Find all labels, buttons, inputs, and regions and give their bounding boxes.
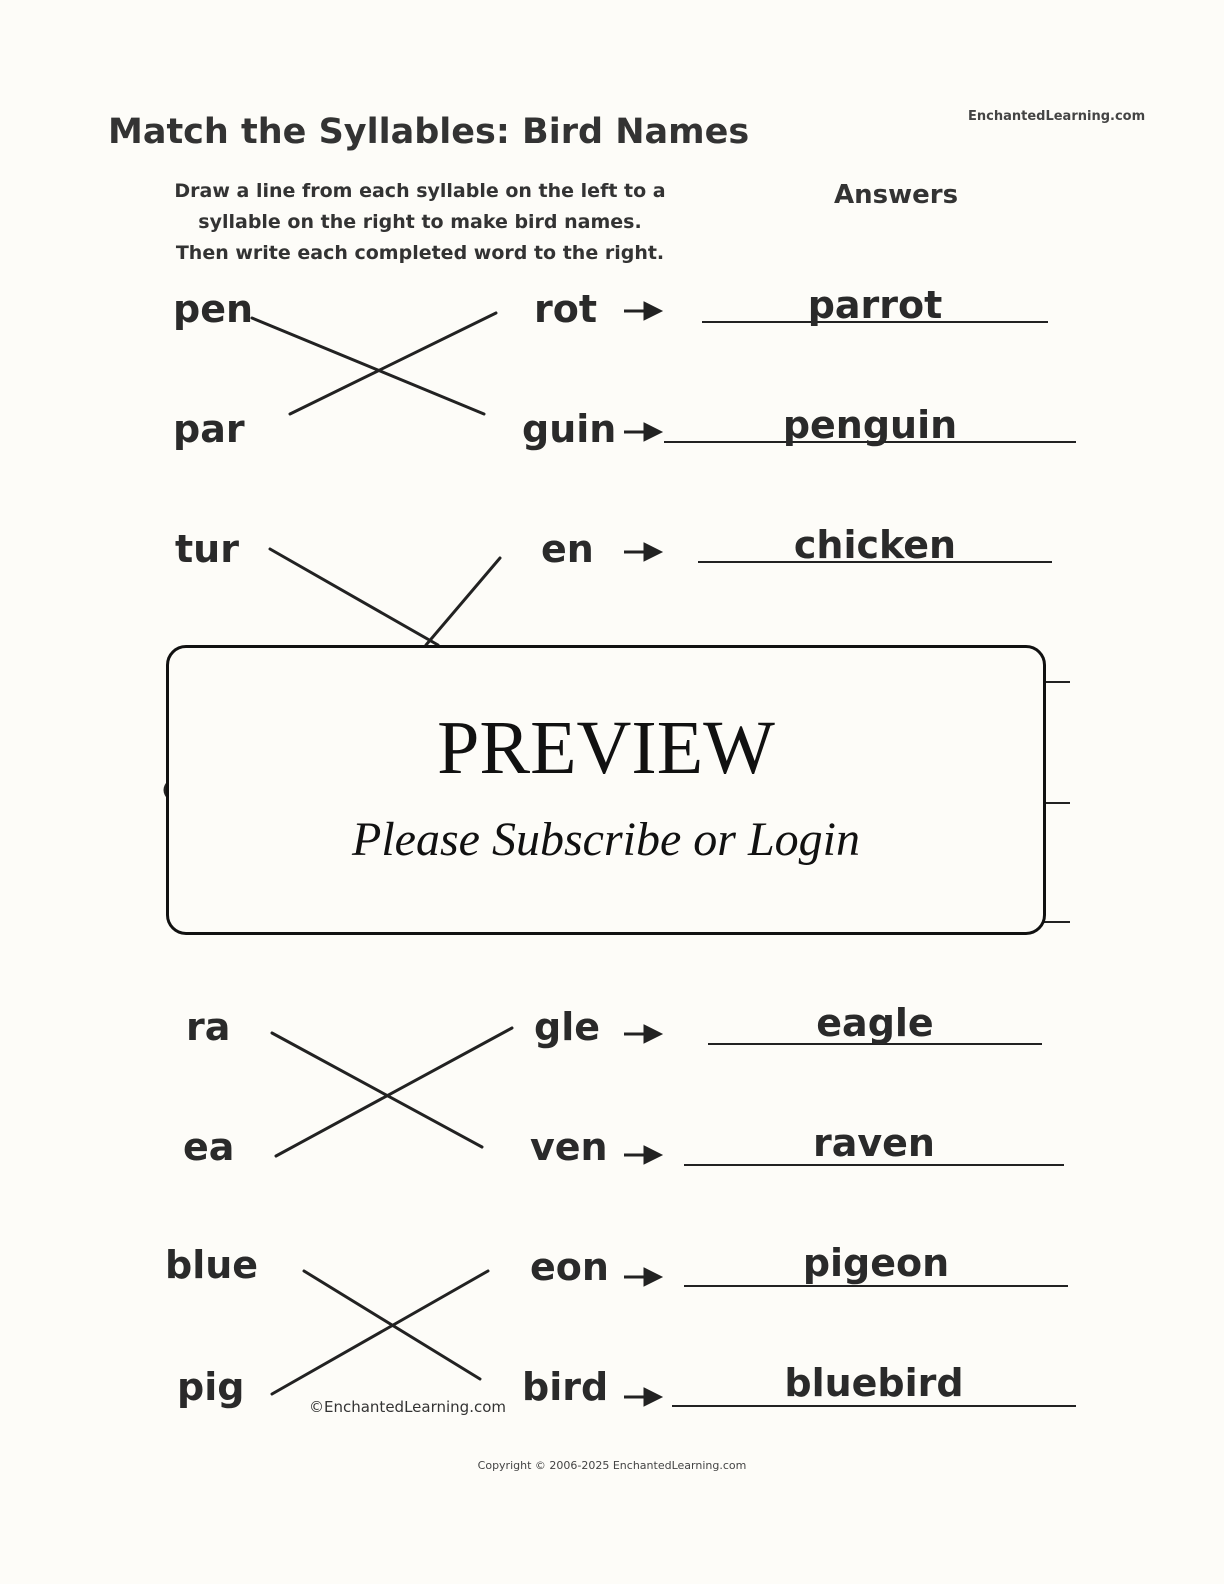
right-syllable: en [541,527,594,571]
match-line [270,549,438,645]
instruction-line: syllable on the right to make bird names. [198,211,642,233]
match-line [272,1271,488,1394]
copyright: Copyright © 2006-2025 EnchantedLearning.com [477,1459,747,1472]
right-syllable: gle [534,1005,600,1049]
watermark: ©EnchantedLearning.com [309,1398,506,1416]
arrow-icon [624,543,662,561]
answer-word: eagle [816,1001,934,1045]
answer-word: parrot [807,283,943,327]
preview-subtitle[interactable]: Please Subscribe or Login [352,813,860,866]
right-syllable: ven [530,1125,608,1169]
arrow-icon [624,302,662,320]
left-syllable: ea [183,1125,235,1169]
left-syllable: tur [175,527,239,571]
arrow-icon [624,1268,662,1286]
arrow-icon [624,1146,662,1164]
left-syllable: blue [165,1243,259,1287]
match-line [426,558,500,645]
instruction-line: Then write each completed word to the right. [175,242,665,264]
right-syllable: eon [530,1245,609,1289]
left-syllable: pig [177,1365,245,1409]
answer-word: penguin [782,403,958,447]
answer-word: pigeon [802,1241,950,1285]
site-link[interactable]: EnchantedLearning.com [968,109,1146,124]
answer-word: raven [813,1121,935,1165]
match-line [272,1033,482,1147]
match-line [290,313,496,414]
match-line [276,1028,512,1156]
arrow-icon [624,1025,662,1043]
answer-word: chicken [793,523,957,567]
right-syllable: bird [522,1365,609,1409]
arrow-icon [624,1388,662,1406]
answer-word: bluebird [784,1361,964,1405]
right-syllable: rot [534,287,598,331]
instruction-line: Draw a line from each syllable on the left to a [174,180,666,202]
preview-title: PREVIEW [437,706,775,790]
right-syllable: guin [522,407,617,451]
preview-overlay[interactable] [166,645,1046,935]
left-syllable: par [173,407,245,451]
answers-heading: Answers [834,180,959,210]
match-line [252,318,484,414]
left-syllable: ra [186,1005,231,1049]
page-title: Match the Syllables: Bird Names [108,112,750,152]
arrow-icon [624,423,662,441]
left-syllable: pen [173,287,254,331]
